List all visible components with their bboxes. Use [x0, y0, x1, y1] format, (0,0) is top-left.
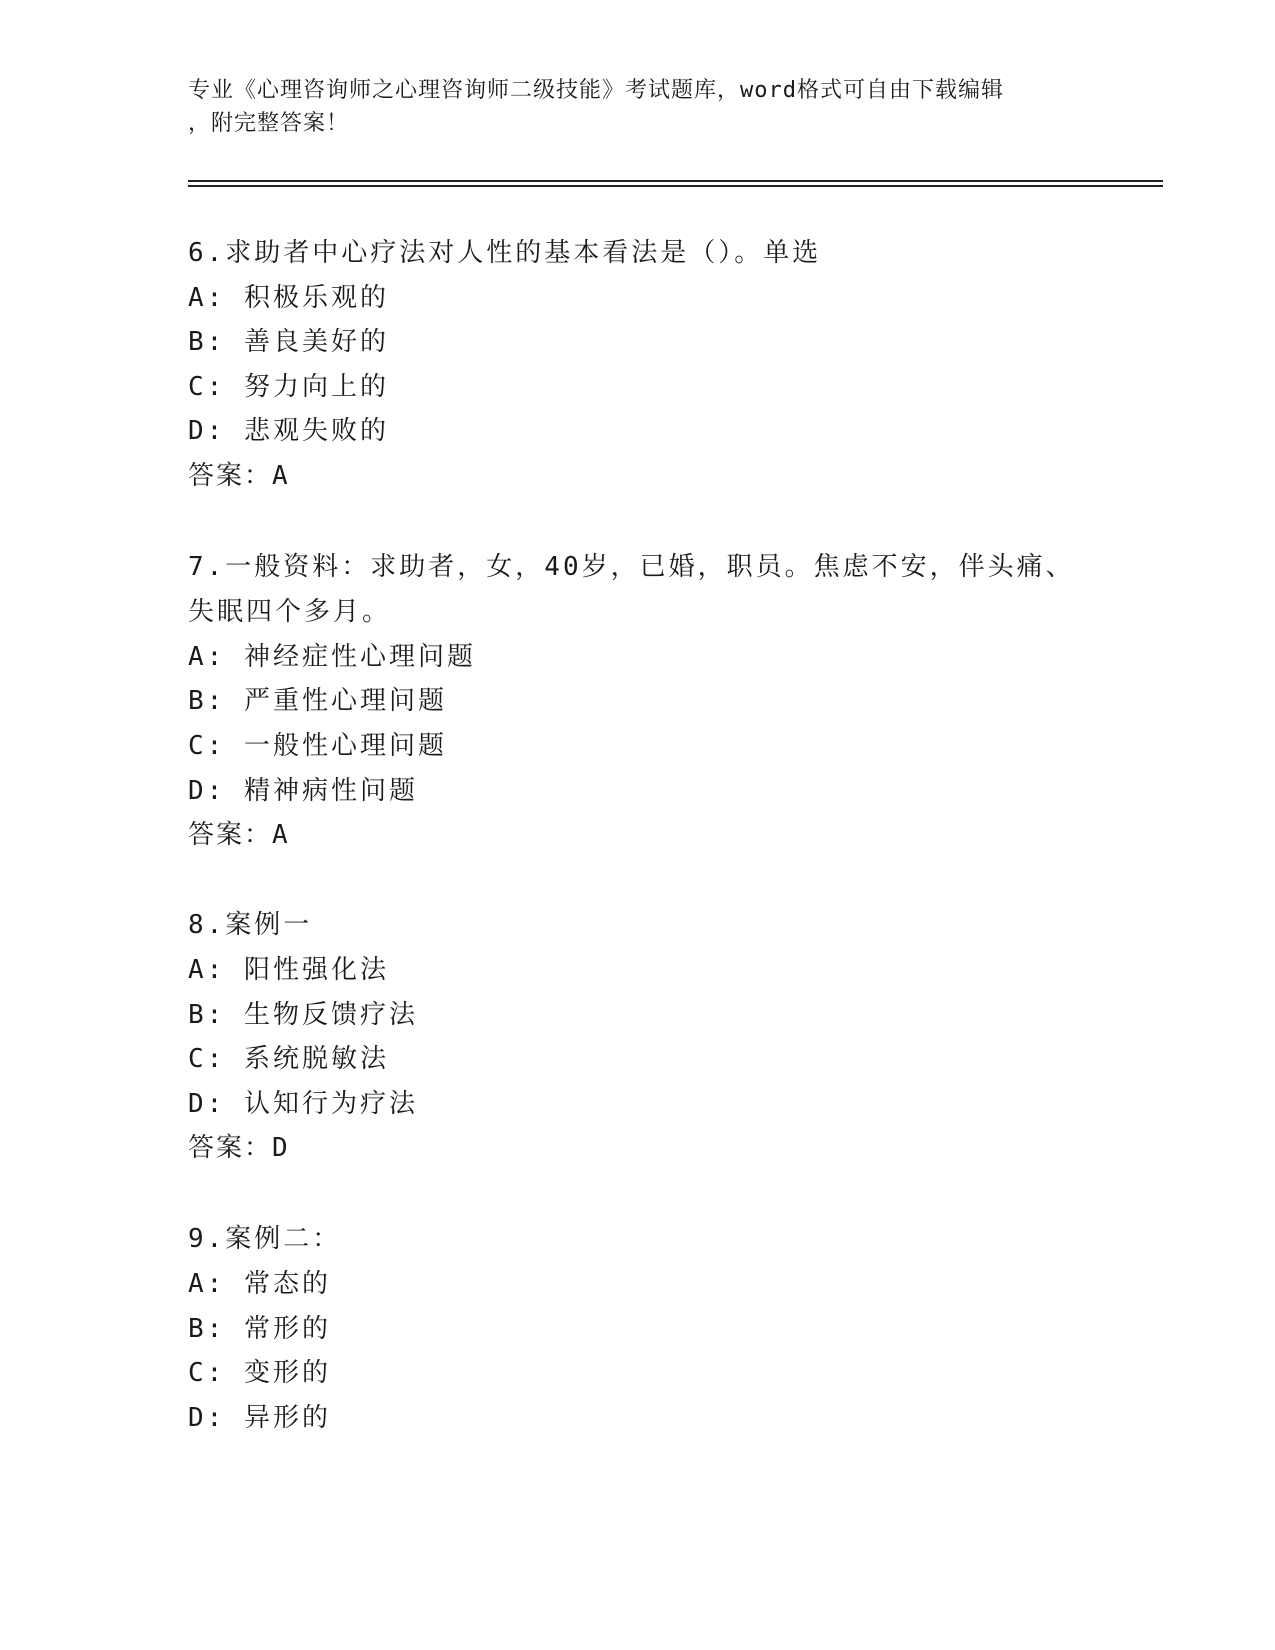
- question-6-option-a: A: 积极乐观的: [188, 283, 389, 313]
- question-8-stem: 8.案例一: [188, 910, 313, 940]
- answer-label: 答案：: [188, 820, 273, 850]
- question-9-stem: 9.案例二：: [188, 1224, 342, 1254]
- question-9-option-b: B: 常形的: [188, 1314, 331, 1344]
- question-7-option-c: C: 一般性心理问题: [188, 731, 447, 761]
- question-6-option-d: D: 悲观失败的: [188, 416, 389, 446]
- question-6-option-b: B: 善良美好的: [188, 327, 389, 357]
- question-8-option-b: B: 生物反馈疗法: [188, 1000, 418, 1030]
- document-header: [188, 74, 1088, 140]
- question-7-stem-line-2: 失眠四个多月。: [188, 597, 392, 627]
- answer-label: 答案：: [188, 1133, 273, 1163]
- question-6-answer: [188, 459, 290, 493]
- header-line-1: 专业《心理咨询师之心理咨询师二级技能》考试题库，word格式可自由下载编辑: [188, 78, 1004, 103]
- header-divider-top: [188, 180, 1163, 182]
- question-7-stem-line-1: 7.一般资料：求助者，女，40岁，已婚，职员。焦虑不安，伴头痛、: [188, 552, 1075, 582]
- question-7-answer: [188, 818, 290, 852]
- question-7-option-d: D: 精神病性问题: [188, 776, 418, 806]
- question-9-option-d: D: 异形的: [188, 1403, 331, 1433]
- question-8-option-c: C: 系统脱敏法: [188, 1044, 389, 1074]
- answer-value: A: [272, 820, 290, 850]
- question-8-answer: [188, 1131, 290, 1165]
- question-8-option-a: A: 阳性强化法: [188, 955, 389, 985]
- question-6-stem: 6.求助者中心疗法对人性的基本看法是（）。单选: [188, 238, 822, 268]
- header-divider-bottom: [188, 185, 1163, 187]
- answer-value: A: [272, 461, 290, 491]
- question-6-option-c: C: 努力向上的: [188, 372, 389, 402]
- question-9-option-c: C: 变形的: [188, 1358, 331, 1388]
- question-7-option-a: A: 神经症性心理问题: [188, 642, 476, 672]
- question-9-option-a: A: 常态的: [188, 1269, 331, 1299]
- question-7-option-b: B: 严重性心理问题: [188, 686, 447, 716]
- answer-label: 答案：: [188, 461, 273, 491]
- header-line-2: ，附完整答案！: [188, 111, 350, 136]
- question-8-option-d: D: 认知行为疗法: [188, 1089, 418, 1119]
- answer-value: D: [272, 1133, 290, 1163]
